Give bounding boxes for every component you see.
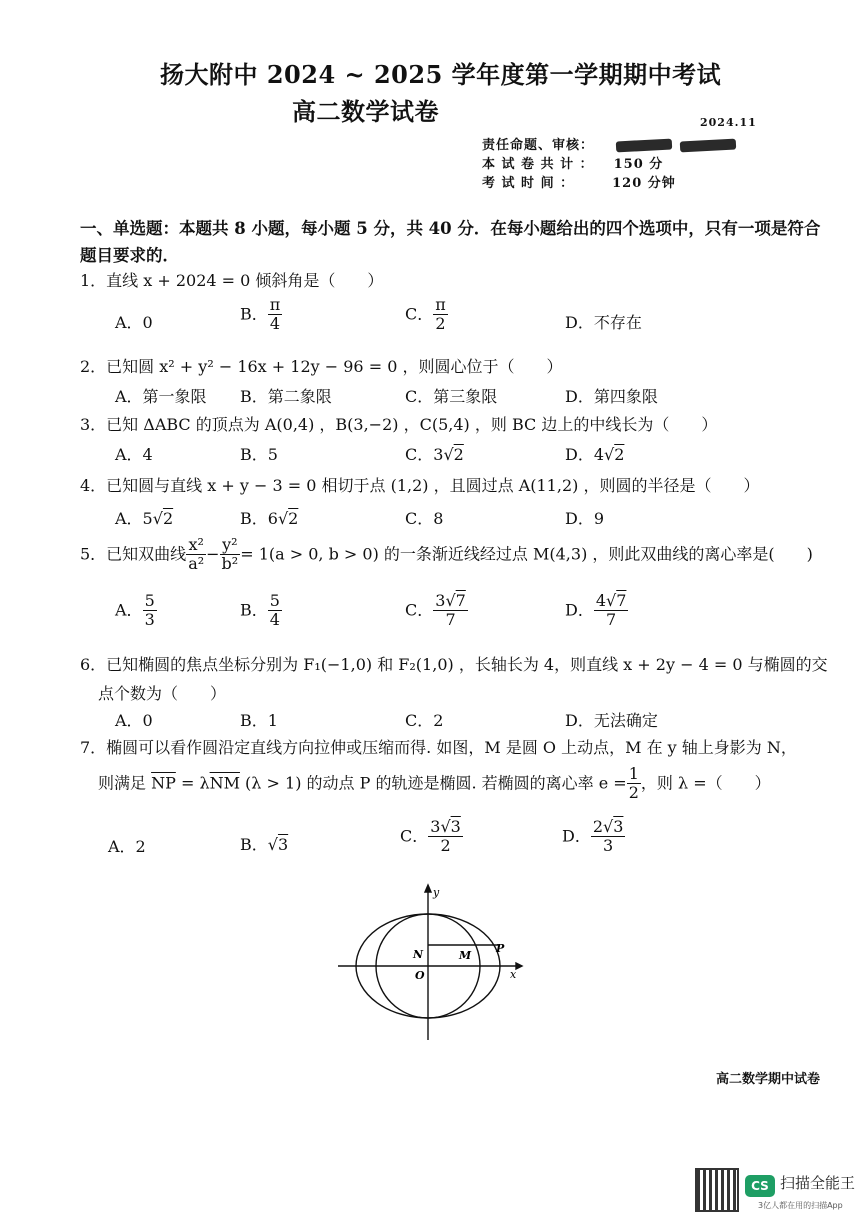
camscanner-logo-icon: CS — [745, 1175, 775, 1197]
ellipse-figure — [330, 880, 530, 1045]
fraction: $\frac{\text{x²}}{\text{a²}}$ — [188, 535, 205, 574]
fraction: $\frac{\pi}{2}$ — [435, 295, 446, 334]
q6-option-b: B．1 — [240, 711, 278, 730]
question-6-stem-cont: 点个数为（ ） — [98, 684, 227, 703]
app-slogan: 3亿人都在用的扫描App — [758, 1201, 843, 1210]
q2-option-a: A．第一象限 — [115, 387, 207, 406]
q7-option-c: C． $\frac{3√3}{2}$ — [400, 817, 461, 856]
q1-option-a: A．0 — [115, 313, 153, 332]
meta-value: 150 分 — [613, 157, 664, 172]
meta-label: 考 试 时 间 ： — [482, 176, 575, 191]
q3-option-d: D．4√2 — [565, 445, 625, 464]
q4-option-b: B．6√2 — [240, 509, 299, 528]
app-name: 扫描全能王 — [780, 1174, 856, 1192]
meta-row-authors — [482, 134, 744, 153]
q6-option-c: C．2 — [405, 711, 444, 730]
redacted-name — [680, 139, 736, 153]
fraction: $\frac{2√3}{3}$ — [592, 817, 624, 856]
question-3-stem: 3．已知 ΔABC 的顶点为 A(0,4) ，B(3,−2) ，C(5,4) ，则 BC 边上的中线长为（ ） — [80, 415, 718, 434]
meta-row-time — [482, 172, 676, 191]
fraction: $\frac{3√3}{2}$ — [430, 817, 461, 856]
question-7-stem: 7．椭圆可以看作圆沿定直线方向拉伸或压缩而得. 如图，M 是圆 O 上动点，M 在 y 轴上身影为 N， — [80, 738, 797, 757]
meta-label: 责任命题、审核： — [482, 138, 595, 153]
label-m: M — [459, 949, 472, 962]
q3-option-c: C．3√2 — [405, 445, 464, 464]
y-axis-arrow — [425, 885, 431, 892]
label-o: O — [415, 969, 425, 982]
q5-option-c: C． $\frac{3√7}{7}$ — [405, 591, 466, 630]
fraction: $\frac{5}{3}$ — [144, 591, 155, 630]
exam-subtitle: 高二数学试卷 — [292, 97, 439, 126]
q2-option-d: D．第四象限 — [565, 387, 658, 406]
q1-option-c: C． $\frac{\pi}{2}$ — [405, 295, 446, 334]
fraction: $\frac{4√7}{7}$ — [595, 591, 627, 630]
fraction: $\frac{3√7}{7}$ — [435, 591, 466, 630]
question-6-stem: 6．已知椭圆的焦点坐标分别为 F₁(−1,0) 和 F₂(1,0) ，长轴长为 4，则直线 x + 2y − 4 = 0 与椭圆的交 — [80, 655, 828, 674]
q7-option-d: D． $\frac{2√3}{3}$ — [562, 817, 624, 856]
meta-label: 本 试 卷 共 计 ： — [482, 157, 594, 172]
qr-code-icon — [695, 1168, 739, 1212]
question-7-stem-cont: 则满足 $\overline{NP} = \lambda\overline{NM}$ (λ > 1) 的动点 P 的轨迹是椭圆. 若椭圆的离心率 e = $\frac{1}{2}$ ，则 λ =（ ） — [98, 764, 771, 803]
exam-date: 2024.11 — [700, 116, 757, 129]
q5-option-d: D． $\frac{4√7}{7}$ — [565, 591, 627, 630]
label-x: x — [510, 968, 517, 981]
q4-option-c: C．8 — [405, 509, 444, 528]
q6-option-a: A．0 — [115, 711, 153, 730]
q2-option-b: B．第二象限 — [240, 387, 332, 406]
fraction: $\frac{1}{2}$ — [628, 764, 639, 803]
question-1-stem: 1．直线 x + 2024 = 0 倾斜角是（ ） — [80, 271, 384, 290]
x-axis-arrow — [516, 963, 522, 969]
exam-title: 扬大附中 2024 ~ 2025 学年度第一学期期中考试 — [160, 60, 722, 89]
q4-option-a: A．5√2 — [115, 509, 174, 528]
fraction: $\frac{\text{y²}}{\text{b²}}$ — [221, 535, 239, 574]
section-heading: 一、单选题：本题共 8 小题，每小题 5 分，共 40 分．在每小题给出的四个选项中，只有一项是符合 — [80, 219, 821, 238]
q1-option-d: D．不存在 — [565, 313, 642, 332]
q1-option-b: B． $\frac{\pi}{4}$ — [240, 295, 281, 334]
fraction: $\frac{\pi}{4}$ — [269, 295, 281, 334]
label-n: N — [413, 948, 424, 961]
redacted-name — [616, 139, 672, 153]
label-y: y — [433, 886, 440, 899]
label-p: P — [496, 942, 505, 955]
q5-option-a: A． $\frac{5}{3}$ — [115, 591, 155, 630]
section-heading-cont: 题目要求的． — [80, 246, 179, 265]
question-2-stem: 2．已知圆 x² + y² − 16x + 12y − 96 = 0 ，则圆心位于（ ） — [80, 357, 563, 376]
q7-option-b: B．√3 — [240, 835, 289, 854]
q3-option-b: B．5 — [240, 445, 278, 464]
fraction: $\frac{5}{4}$ — [269, 591, 280, 630]
q2-option-c: C．第三象限 — [405, 387, 498, 406]
meta-value: 120 分钟 — [612, 176, 676, 191]
q4-option-d: D．9 — [565, 509, 605, 528]
page-footer-label: 高二数学期中试卷 — [716, 1072, 821, 1087]
question-4-stem: 4．已知圆与直线 x + y − 3 = 0 相切于点 (1,2) ，且圆过点 A(11,2) ，则圆的半径是（ ） — [80, 476, 760, 495]
meta-row-score — [482, 153, 663, 172]
q5-option-b: B． $\frac{5}{4}$ — [240, 591, 280, 630]
q3-option-a: A．4 — [115, 445, 153, 464]
question-5-stem: 5．已知双曲线 $\frac{\text{x²}}{\text{a²}}$ − $\frac{\text{y²}}{\text{b²}}$ = 1(a > 0, b > 0) 的一条渐近线经过点 M(4,3) ，则此双曲线的离心率是( ) — [80, 535, 813, 574]
q7-option-a: A．2 — [108, 837, 146, 856]
q6-option-d: D．无法确定 — [565, 711, 658, 730]
